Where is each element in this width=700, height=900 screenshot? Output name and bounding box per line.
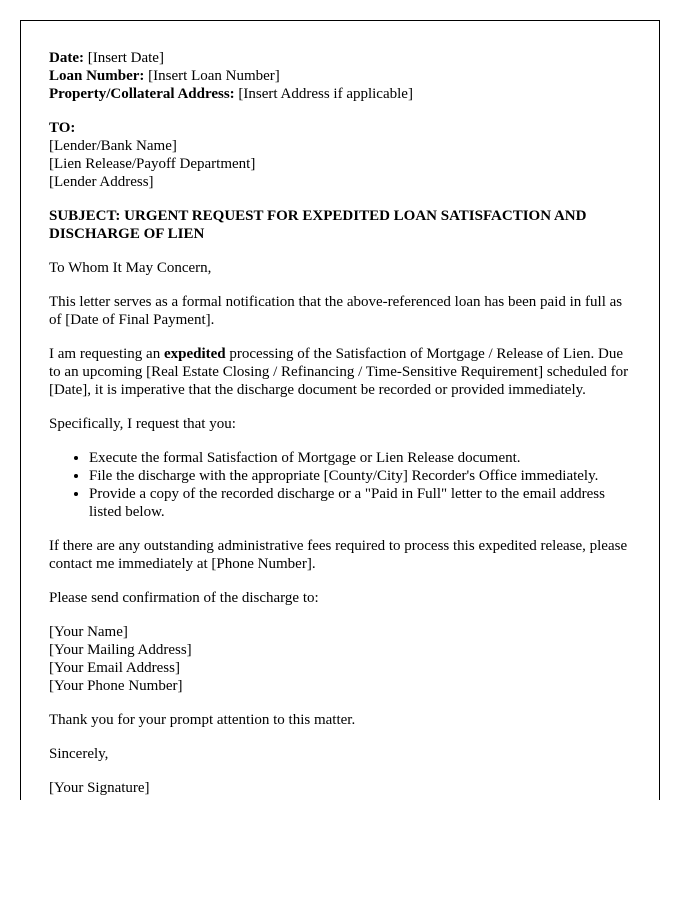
recipient-lender-name: [Lender/Bank Name] [49, 138, 177, 154]
salutation: To Whom It May Concern, [49, 260, 212, 276]
loan-number-label: Loan Number: [49, 68, 145, 84]
signoff: Sincerely, [49, 746, 109, 762]
letter-header [49, 49, 637, 103]
paragraph-expedited-request [49, 345, 637, 399]
property-address-value: [Insert Address if applicable] [234, 86, 413, 102]
expedited-emphasis: expedited [163, 346, 226, 362]
to-label: TO: [49, 120, 76, 136]
recipient-address: [Lender Address] [49, 174, 154, 190]
sender-block [49, 623, 637, 695]
paragraph-paid-in-full: This letter serves as a formal notification that the above-referenced loan has been paid in full as of [Date of Final Payment]. [49, 294, 623, 328]
recipient-block [49, 119, 637, 191]
request-item-file: • File the discharge with the appropriate [County/City] Recorder's Office immediately. [89, 467, 637, 485]
paragraph-expedited-after: processing of the Satisfaction of Mortgage / Release of Lien. Due to an upcoming [Real Estate Closing / Refinancing / Time-Sensitive Requirement] scheduled for [Date], it is imperative that the discharge document be recorded or provided immediately. [49, 346, 629, 398]
request-list [49, 449, 637, 521]
request-item-execute: • Execute the formal Satisfaction of Mortgage or Lien Release document. [89, 449, 637, 467]
closing-thanks: Thank you for your prompt attention to this matter. [49, 712, 356, 728]
paragraph-send-confirmation: Please send confirmation of the discharge to: [49, 590, 319, 606]
date-value: [Insert Date] [83, 50, 164, 66]
request-item-provide-copy: • Provide a copy of the recorded discharge or a "Paid in Full" letter to the email address listed below. [89, 485, 637, 521]
paragraph-specific-requests: Specifically, I request that you: [49, 416, 236, 432]
signature-placeholder: [Your Signature] [49, 780, 150, 796]
sender-mailing-address: [Your Mailing Address] [49, 642, 192, 658]
sender-email-address: [Your Email Address] [49, 660, 180, 676]
property-address-label: Property/Collateral Address: [49, 86, 235, 102]
sender-phone-number: [Your Phone Number] [49, 678, 183, 694]
loan-number-line [49, 67, 637, 85]
paragraph-fees: If there are any outstanding administrative fees required to process this expedited release, please contact me immediately at [Phone Number]. [49, 538, 628, 572]
date-line [49, 49, 637, 67]
loan-number-value: [Insert Loan Number] [144, 68, 280, 84]
letter-body [49, 49, 637, 800]
letter-page [20, 20, 660, 800]
date-label: Date: [49, 50, 84, 66]
subject-line: SUBJECT: URGENT REQUEST FOR EXPEDITED LOAN SATISFACTION AND DISCHARGE OF LIEN [49, 208, 587, 242]
property-address-line [49, 85, 637, 103]
paragraph-expedited-before: I am requesting an [49, 346, 164, 362]
recipient-department: [Lien Release/Payoff Department] [49, 156, 256, 172]
sender-name: [Your Name] [49, 624, 128, 640]
